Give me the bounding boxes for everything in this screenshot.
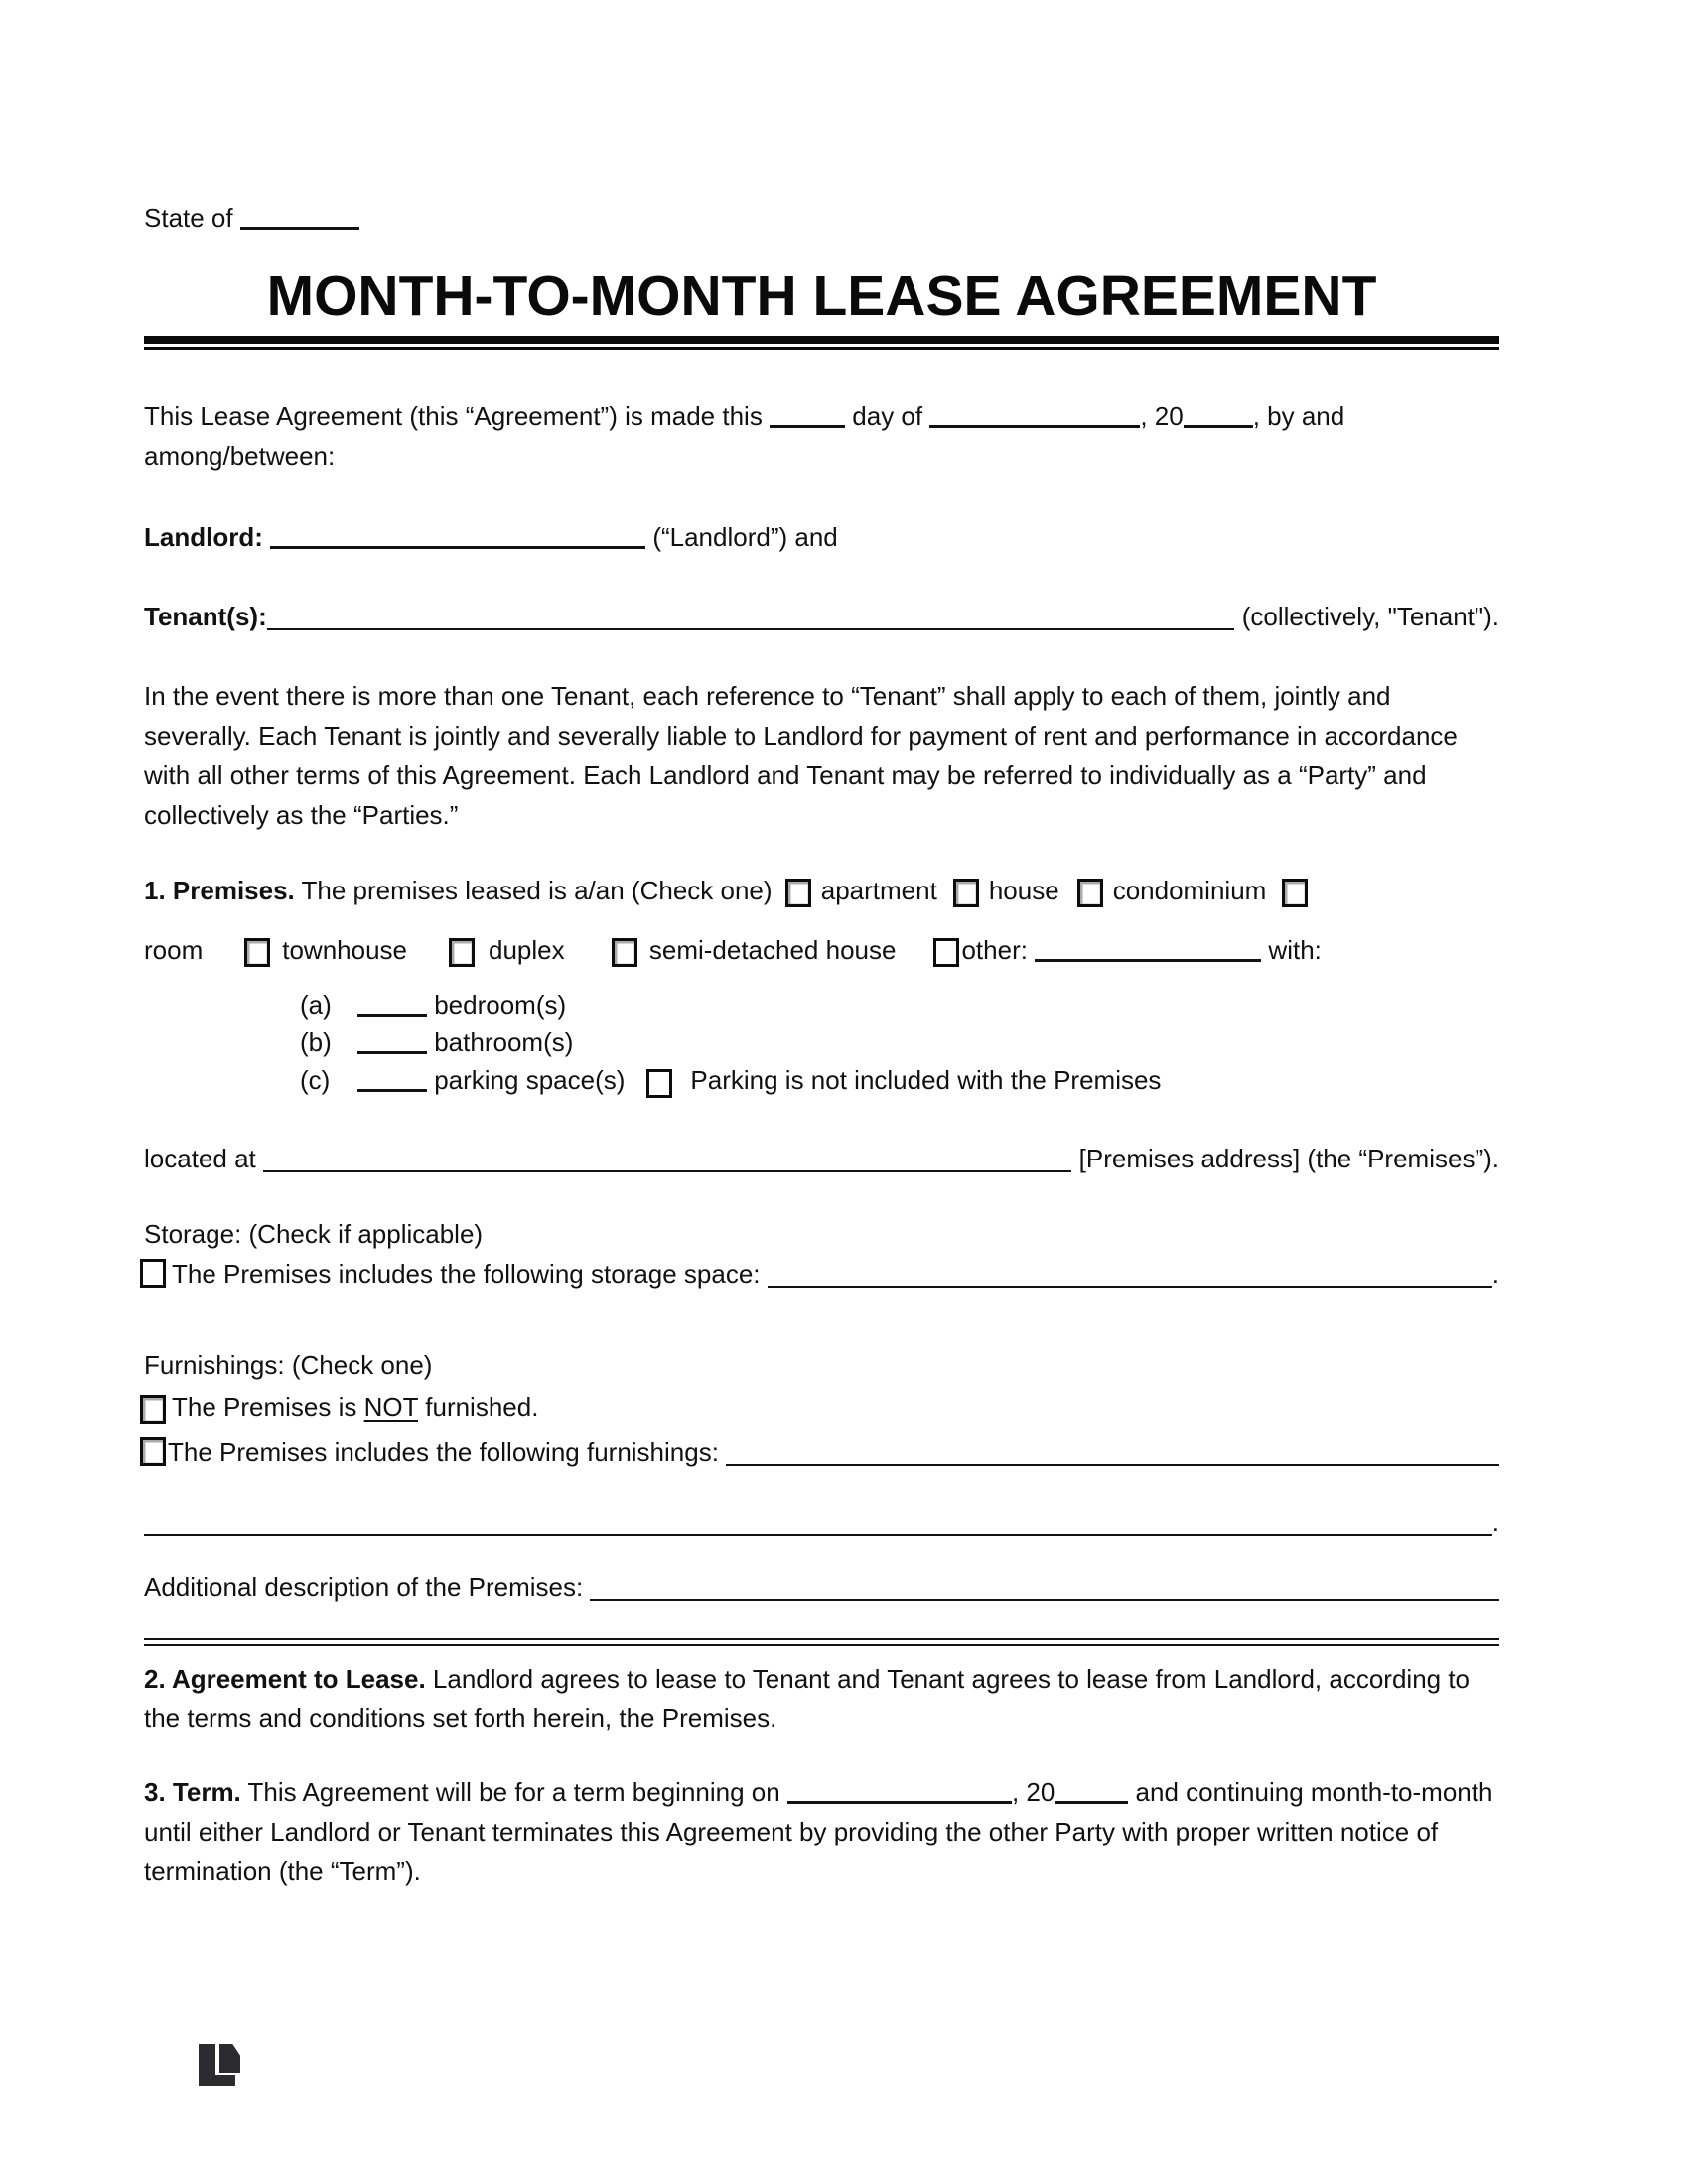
bathrooms-blank[interactable] bbox=[357, 1051, 427, 1054]
furnishings-blank[interactable] bbox=[726, 1460, 1499, 1466]
agreement-to-lease-heading: 2. Agreement to Lease. bbox=[144, 1663, 426, 1694]
state-of-line bbox=[144, 199, 1499, 238]
logo-document-icon bbox=[219, 2044, 241, 2073]
option-label-condominium: condominium bbox=[1112, 875, 1267, 905]
furnished-line bbox=[144, 1433, 1499, 1472]
checkbox-townhouse[interactable] bbox=[244, 938, 270, 967]
item-b-index: (b) bbox=[300, 1026, 332, 1057]
checkbox-other[interactable] bbox=[933, 938, 959, 967]
term-text-1: This Agreement will be for a term beginning on bbox=[240, 1776, 787, 1807]
premises-address-blank[interactable] bbox=[263, 1166, 1071, 1172]
checkbox-duplex[interactable] bbox=[449, 938, 475, 967]
state-of-label: State of bbox=[144, 204, 240, 233]
located-at-label: located at bbox=[144, 1143, 263, 1173]
checkbox-storage[interactable] bbox=[140, 1259, 166, 1288]
checkbox-not-furnished[interactable] bbox=[140, 1395, 166, 1424]
storage-space-blank[interactable] bbox=[768, 1282, 1492, 1288]
not-furnished-post: furnished. bbox=[418, 1391, 539, 1422]
furnishings-continuation-line bbox=[144, 1502, 1499, 1542]
term-text-2: , 20 bbox=[1011, 1776, 1055, 1807]
furnishings-heading: Furnishings: (Check one) bbox=[144, 1349, 433, 1380]
term-paragraph bbox=[144, 1772, 1499, 1891]
landlord-line bbox=[144, 517, 1499, 557]
legal-templates-logo bbox=[199, 2044, 240, 2086]
intro-text-4: , by and among/between: bbox=[144, 400, 1345, 471]
term-heading: 3. Term. bbox=[144, 1776, 241, 1807]
document-title: MONTH-TO-MONTH LEASE AGREEMENT bbox=[266, 264, 1377, 328]
parking-label: parking space(s) bbox=[427, 1064, 626, 1095]
intro-text-1: This Lease Agreement (this “Agreement”) is made this bbox=[144, 400, 771, 431]
intro-paragraph bbox=[144, 396, 1499, 476]
premises-lead: The premises leased is a/an (Check one) bbox=[294, 875, 779, 905]
with-label: with: bbox=[1261, 934, 1322, 965]
storage-period: . bbox=[1491, 1258, 1499, 1289]
tenant-label: Tenant(s): bbox=[144, 601, 267, 631]
agreement-to-lease-text: Landlord agrees to lease to Tenant and Tenant agrees to lease from Landlord, according to the terms and conditions set forth herein, the Premises. bbox=[144, 1663, 1471, 1733]
furnishings-continuation-blank[interactable] bbox=[144, 1530, 1492, 1536]
option-label-apartment: apartment bbox=[820, 875, 937, 905]
term-year-blank[interactable] bbox=[1055, 1801, 1128, 1804]
checkbox-furnishings-included[interactable] bbox=[140, 1437, 166, 1466]
tenant-line bbox=[144, 597, 1499, 636]
option-label-townhouse: townhouse bbox=[282, 934, 408, 965]
located-at-line bbox=[144, 1139, 1499, 1178]
option-label-semi-detached: semi-detached house bbox=[648, 934, 897, 965]
intro-text-2: day of bbox=[845, 400, 930, 431]
landlord-label: Landlord: bbox=[144, 521, 271, 552]
premises-options-row-1 bbox=[144, 869, 1499, 912]
parking-blank[interactable] bbox=[357, 1089, 427, 1092]
storage-option-line bbox=[144, 1254, 1499, 1294]
furnishings-includes-text: The Premises includes the following furnishings: bbox=[168, 1436, 727, 1467]
option-label-other: other: bbox=[961, 934, 1036, 965]
checkbox-condominium[interactable] bbox=[1077, 879, 1103, 907]
additional-description-label: Additional description of the Premises: bbox=[144, 1571, 591, 1602]
other-type-blank[interactable] bbox=[1035, 959, 1261, 962]
bedrooms-line bbox=[144, 986, 1499, 1024]
parking-line bbox=[144, 1061, 1499, 1099]
agreement-to-lease-paragraph bbox=[144, 1659, 1499, 1738]
item-c-index: (c) bbox=[300, 1064, 331, 1095]
bathrooms-line bbox=[144, 1024, 1499, 1061]
month-blank[interactable] bbox=[929, 425, 1140, 428]
state-blank[interactable] bbox=[240, 227, 359, 230]
checkbox-house[interactable] bbox=[953, 879, 979, 907]
furnishings-period: . bbox=[1491, 1506, 1499, 1537]
parking-note: Parking is not included with the Premises bbox=[690, 1064, 1162, 1095]
not-furnished-pre: The Premises is bbox=[172, 1391, 364, 1422]
checkbox-room[interactable] bbox=[1282, 879, 1308, 907]
item-a-index: (a) bbox=[300, 989, 332, 1020]
year-blank[interactable] bbox=[1184, 425, 1253, 428]
term-text-3: and continuing month-to-month until either Landlord or Tenant terminates this Agreement by providing the other Party with proper written notice of termination (the “Term”). bbox=[144, 1776, 1493, 1886]
intro-text-3: , 20 bbox=[1140, 400, 1184, 431]
option-label-house: house bbox=[988, 875, 1059, 905]
checkbox-apartment[interactable] bbox=[785, 879, 811, 907]
landlord-suffix: (“Landlord”) and bbox=[645, 521, 838, 552]
tenant-suffix: (collectively, "Tenant"). bbox=[1234, 601, 1499, 631]
term-start-date-blank[interactable] bbox=[787, 1801, 1012, 1804]
option-label-duplex: duplex bbox=[489, 934, 572, 965]
tenant-names-blank[interactable] bbox=[267, 624, 1235, 630]
bathrooms-label: bathroom(s) bbox=[427, 1026, 574, 1057]
checkbox-no-parking[interactable] bbox=[646, 1069, 672, 1098]
option-label-room: room bbox=[144, 934, 204, 965]
landlord-name-blank[interactable] bbox=[270, 546, 645, 549]
title-divider bbox=[144, 336, 1499, 350]
premises-details-list bbox=[144, 986, 1499, 1099]
checkbox-semi-detached[interactable] bbox=[612, 938, 637, 967]
located-at-suffix: [Premises address] (the “Premises”). bbox=[1071, 1143, 1499, 1173]
additional-line-1 bbox=[144, 1629, 1499, 1635]
bedrooms-label: bedroom(s) bbox=[427, 989, 567, 1020]
not-furnished-line bbox=[144, 1385, 1499, 1429]
not-word: NOT bbox=[363, 1391, 419, 1422]
additional-description-line bbox=[144, 1568, 1499, 1607]
premises-options-row-2 bbox=[144, 928, 1499, 972]
additional-description-blank[interactable] bbox=[590, 1595, 1499, 1601]
storage-heading: Storage: (Check if applicable) bbox=[144, 1218, 484, 1249]
joint-liability-paragraph: In the event there is more than one Tenant, each reference to “Tenant” shall apply to each of them, jointly and severally. Each Tenant is jointly and severally liable to Landlord for payment of rent and performance in accordance with all other terms of this Agreement. Each Landlord and Tenant may be referred to individually as a “Party” and collectively as the “Parties.” bbox=[144, 680, 1458, 830]
bedrooms-blank[interactable] bbox=[357, 1014, 427, 1017]
premises-heading: 1. Premises. bbox=[144, 875, 295, 905]
logo-bottom-bar bbox=[199, 2075, 235, 2086]
storage-option-text: The Premises includes the following storage space: bbox=[172, 1258, 768, 1289]
day-blank[interactable] bbox=[770, 425, 845, 428]
additional-blank-2[interactable] bbox=[144, 1640, 1499, 1646]
